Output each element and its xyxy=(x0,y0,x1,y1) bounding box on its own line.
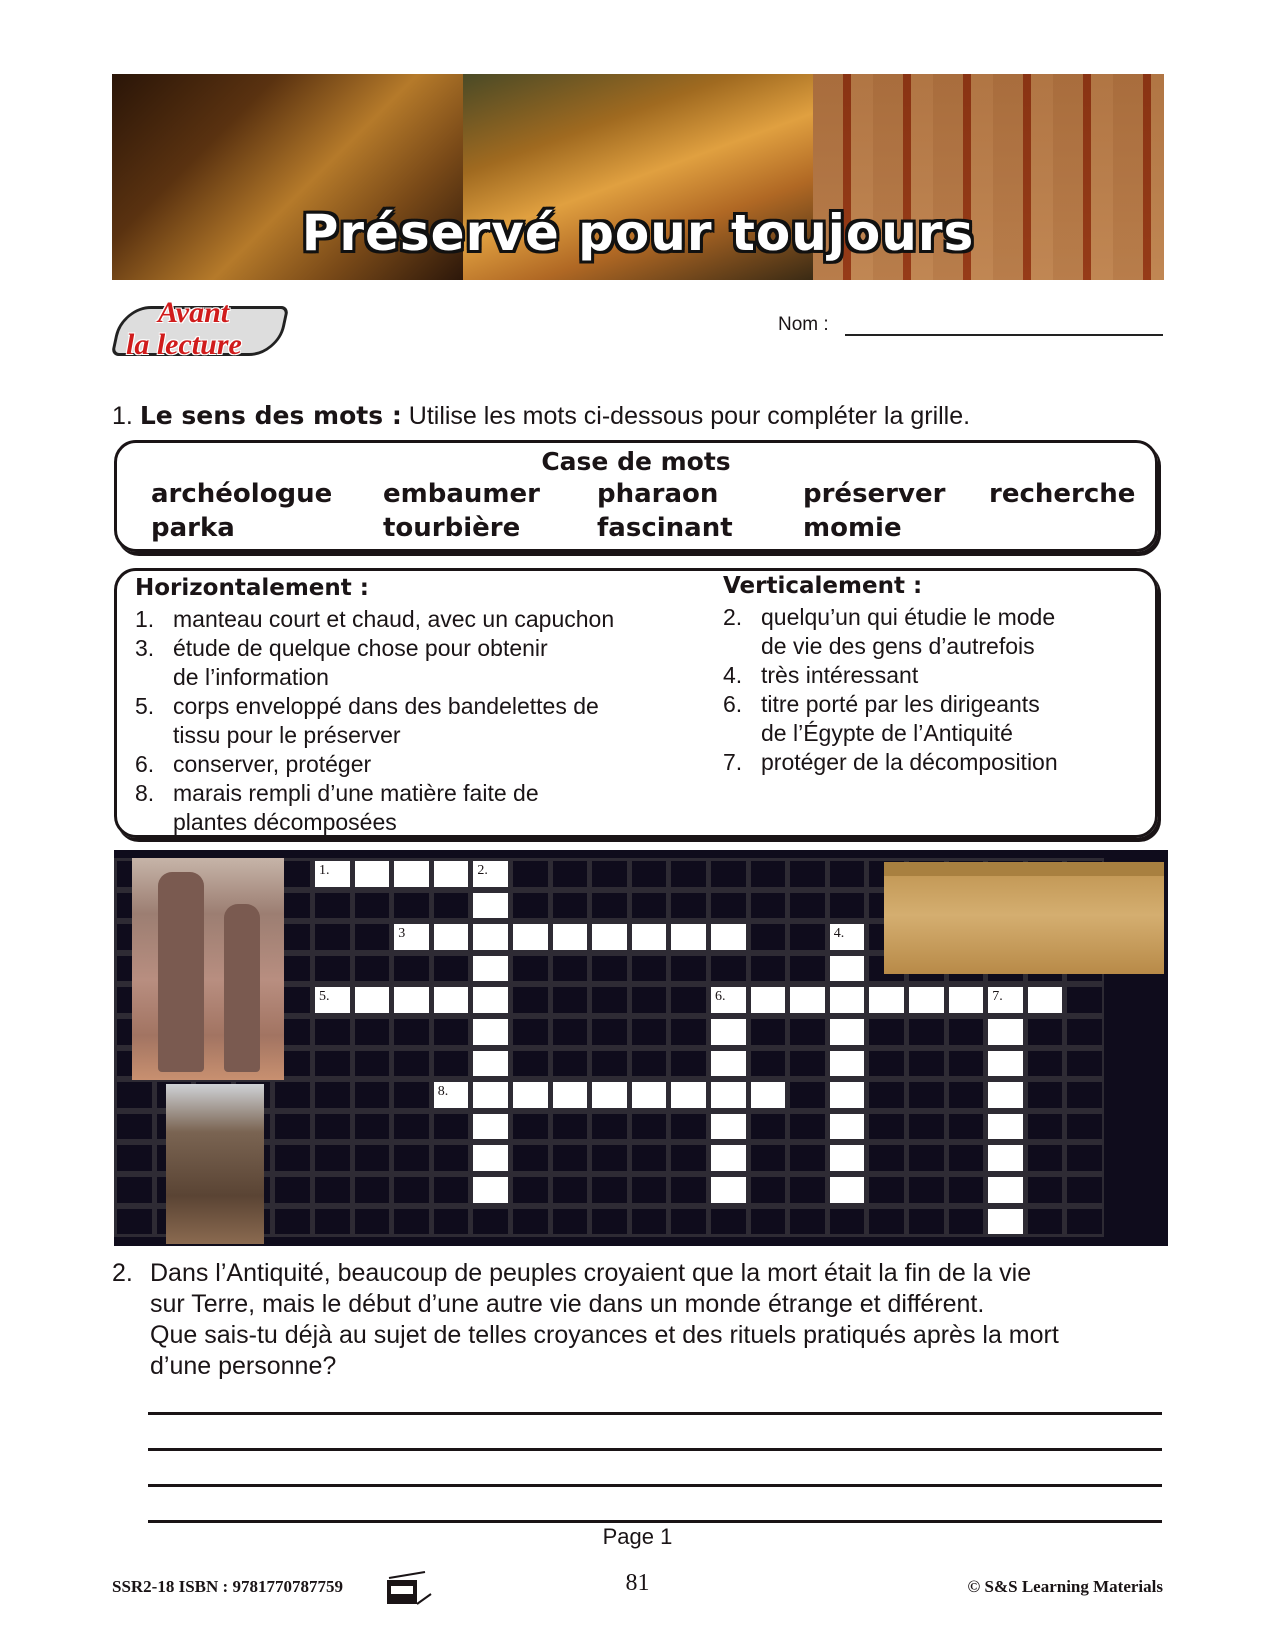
crossword-cell[interactable] xyxy=(708,984,748,1016)
crossword-cell[interactable] xyxy=(470,1142,510,1174)
crossword-block xyxy=(1025,1016,1065,1048)
answer-line[interactable] xyxy=(148,1520,1162,1523)
crossword-block xyxy=(312,921,352,953)
crossword-block xyxy=(787,1174,827,1206)
crossword-block xyxy=(866,1206,906,1238)
crossword-block xyxy=(589,1206,629,1238)
crossword-block xyxy=(352,921,392,953)
clue-number: 2. xyxy=(477,863,488,878)
crossword-block xyxy=(629,1111,669,1143)
crossword-block xyxy=(629,858,669,890)
crossword-block xyxy=(1025,1174,1065,1206)
crossword-block xyxy=(787,1111,827,1143)
crossword-cell[interactable] xyxy=(391,921,431,953)
question-2-line: Que sais-tu déjà au sujet de telles croyances et des rituels pratiqués après la mort xyxy=(150,1321,1059,1349)
crossword-cell[interactable] xyxy=(470,890,510,922)
clue-across-5: 5. corps enveloppé dans des bandelettes de tissu pour le préserver xyxy=(135,693,599,748)
crossword-cell[interactable] xyxy=(827,1174,867,1206)
crossword-block xyxy=(708,953,748,985)
page-title: Préservé pour toujours xyxy=(301,204,975,262)
crossword-block xyxy=(787,890,827,922)
crossword-block xyxy=(946,1079,986,1111)
crossword-block xyxy=(748,1111,788,1143)
crossword-block xyxy=(391,1048,431,1080)
clue-number: 7. xyxy=(992,989,1003,1005)
crossword-block xyxy=(1025,1048,1065,1080)
clue-number: 4. xyxy=(833,926,845,942)
header-banner xyxy=(112,74,1164,280)
crossword-block xyxy=(787,1079,827,1111)
crossword-cell[interactable] xyxy=(708,1079,748,1111)
crossword-block xyxy=(391,1111,431,1143)
question-2-line: 2. Dans l’Antiquité, beaucoup de peuples croyaient que la mort était la fin de la vie xyxy=(112,1259,1032,1287)
clue-down-2: 2. quelqu’un qui étudie le mode de vie des gens d’autrefois xyxy=(723,604,1056,659)
crossword-cell[interactable] xyxy=(827,1048,867,1080)
crossword-block xyxy=(787,953,827,985)
crossword-block xyxy=(827,1206,867,1238)
crossword-block xyxy=(550,1174,590,1206)
crossword-block xyxy=(589,1174,629,1206)
down-heading: Verticalement : xyxy=(723,573,923,599)
crossword-block xyxy=(1064,1111,1104,1143)
crossword-cell[interactable] xyxy=(470,1111,510,1143)
crossword-cell[interactable] xyxy=(352,984,392,1016)
word-bank-item: tourbière xyxy=(383,513,521,543)
crossword-cell[interactable] xyxy=(708,1048,748,1080)
across-heading: Horizontalement : xyxy=(135,575,369,601)
crossword-cell[interactable] xyxy=(352,858,392,890)
crossword-cell[interactable] xyxy=(708,1174,748,1206)
crossword-cell[interactable] xyxy=(827,1111,867,1143)
crossword-block xyxy=(748,1206,788,1238)
crossword-block xyxy=(906,1111,946,1143)
crossword-block xyxy=(510,1142,550,1174)
crossword-block xyxy=(510,1016,550,1048)
crossword-block xyxy=(589,953,629,985)
crossword-block xyxy=(431,1206,471,1238)
crossword-block xyxy=(629,1206,669,1238)
crossword-cell[interactable] xyxy=(629,921,669,953)
crossword-cell[interactable] xyxy=(510,921,550,953)
clue-across-8: 8. marais rempli d’une matière faite de plantes décomposées xyxy=(135,780,539,835)
crossword-cell[interactable] xyxy=(668,1079,708,1111)
crossword-block xyxy=(827,890,867,922)
crossword-block xyxy=(748,890,788,922)
clue-across-1: 1. manteau court et chaud, avec un capuchon xyxy=(135,606,615,632)
crossword-block xyxy=(352,953,392,985)
crossword-cell[interactable] xyxy=(827,953,867,985)
statue-figure xyxy=(224,904,260,1072)
crossword-block xyxy=(431,1016,471,1048)
crossword-block xyxy=(352,1016,392,1048)
crossword-block xyxy=(352,1206,392,1238)
crossword-cell[interactable] xyxy=(668,921,708,953)
crossword-block xyxy=(510,858,550,890)
crossword-block xyxy=(589,890,629,922)
crossword-cell[interactable] xyxy=(708,921,748,953)
crossword-block xyxy=(866,1016,906,1048)
clue-number: 5. xyxy=(319,989,330,1005)
crossword-cell[interactable] xyxy=(589,1079,629,1111)
crossword-block xyxy=(668,890,708,922)
crossword-block xyxy=(550,1142,590,1174)
badge-line-2: la lecture xyxy=(126,328,242,361)
crossword-block xyxy=(748,953,788,985)
clue-across-3: 3. étude de quelque chose pour obtenir de l’information xyxy=(135,635,548,690)
crossword-block xyxy=(1064,1142,1104,1174)
question-2-line: sur Terre, mais le début d’une autre vie dans un monde étrange et différent. xyxy=(150,1290,985,1318)
clue-number: 6. xyxy=(715,989,726,1005)
crossword-block xyxy=(748,1142,788,1174)
crossword-block xyxy=(550,1048,590,1080)
crossword-block xyxy=(866,1048,906,1080)
crossword-block xyxy=(906,1048,946,1080)
crossword-block xyxy=(352,890,392,922)
crossword-block xyxy=(1064,1048,1104,1080)
crossword-block xyxy=(787,1016,827,1048)
crossword-block xyxy=(589,1142,629,1174)
crossword-block xyxy=(589,1048,629,1080)
crossword-block xyxy=(352,1111,392,1143)
pharaoh-statue-photo xyxy=(166,1084,264,1244)
crossword-block xyxy=(748,921,788,953)
crossword-block xyxy=(352,1048,392,1080)
crossword-block xyxy=(748,858,788,890)
crossword-cell[interactable] xyxy=(708,1111,748,1143)
crossword-block xyxy=(668,1048,708,1080)
crossword-block xyxy=(1025,1206,1065,1238)
crossword-block xyxy=(748,1048,788,1080)
crossword-block xyxy=(312,1016,352,1048)
crossword-block xyxy=(629,890,669,922)
crossword-cell[interactable] xyxy=(470,921,510,953)
crossword-cell[interactable] xyxy=(470,1048,510,1080)
crossword-block xyxy=(550,858,590,890)
crossword-block xyxy=(431,953,471,985)
crossword-block xyxy=(1064,1079,1104,1111)
crossword-block xyxy=(510,1048,550,1080)
crossword-block xyxy=(906,1079,946,1111)
crossword-cell[interactable] xyxy=(748,1079,788,1111)
question-1-number: 1. xyxy=(112,402,133,430)
crossword-block xyxy=(312,1111,352,1143)
crossword-block xyxy=(1025,1111,1065,1143)
crossword-cell[interactable] xyxy=(827,921,867,953)
word-bank-item: pharaon xyxy=(597,479,719,509)
crossword-block xyxy=(946,1048,986,1080)
crossword-block xyxy=(1064,1016,1104,1048)
crossword-cell[interactable] xyxy=(1025,984,1065,1016)
crossword-block xyxy=(1025,1142,1065,1174)
crossword-block xyxy=(946,1142,986,1174)
crossword-block xyxy=(629,1174,669,1206)
crossword-block xyxy=(312,1174,352,1206)
crossword-block xyxy=(391,1016,431,1048)
crossword-block xyxy=(708,858,748,890)
crossword-block xyxy=(589,1111,629,1143)
crossword-block xyxy=(827,858,867,890)
crossword-block xyxy=(391,890,431,922)
crossword-block xyxy=(114,1079,154,1111)
crossword-cell[interactable] xyxy=(470,1079,510,1111)
crossword-cell[interactable] xyxy=(748,984,788,1016)
crossword-block xyxy=(470,1206,510,1238)
crossword-cell[interactable] xyxy=(431,984,471,1016)
crossword-block xyxy=(431,1048,471,1080)
crossword-cell[interactable] xyxy=(312,984,352,1016)
crossword-block xyxy=(431,1142,471,1174)
word-bank-item: parka xyxy=(151,513,235,543)
crossword-block xyxy=(668,984,708,1016)
clue-down-6: 6. titre porté par les dirigeants de l’Égypte de l’Antiquité xyxy=(723,691,1040,746)
crossword-block xyxy=(787,921,827,953)
crossword-block xyxy=(906,1174,946,1206)
crossword-block xyxy=(906,1016,946,1048)
crossword-cell[interactable] xyxy=(470,1174,510,1206)
clue-across-6: 6. conserver, protéger xyxy=(135,751,372,777)
crossword-cell[interactable] xyxy=(470,953,510,985)
crossword-cell[interactable] xyxy=(827,1142,867,1174)
crossword-cell[interactable] xyxy=(391,858,431,890)
crossword-block xyxy=(312,1048,352,1080)
crossword-cell[interactable] xyxy=(985,1174,1025,1206)
crossword-block xyxy=(114,1174,154,1206)
crossword-block xyxy=(787,1206,827,1238)
crossword-block xyxy=(668,1142,708,1174)
crossword-block xyxy=(550,1111,590,1143)
crossword-block xyxy=(272,1142,312,1174)
crossword-cell[interactable] xyxy=(431,1079,471,1111)
crossword-block xyxy=(391,1206,431,1238)
crossword-block xyxy=(114,1206,154,1238)
crossword-cell[interactable] xyxy=(470,1016,510,1048)
crossword-block xyxy=(629,1142,669,1174)
crossword-block xyxy=(1064,1174,1104,1206)
crossword-cell[interactable] xyxy=(985,1016,1025,1048)
crossword-block xyxy=(272,1206,312,1238)
crossword-block xyxy=(431,890,471,922)
crossword-block xyxy=(946,1174,986,1206)
crossword-block xyxy=(748,1016,788,1048)
name-input-line[interactable] xyxy=(845,334,1163,336)
clue-number: 8. xyxy=(437,1084,449,1100)
crossword-block xyxy=(550,1206,590,1238)
crossword-block xyxy=(629,1016,669,1048)
crossword-block xyxy=(550,953,590,985)
crossword-block xyxy=(391,1174,431,1206)
crossword-block xyxy=(550,890,590,922)
page-number: 81 xyxy=(625,1570,650,1596)
crossword-block xyxy=(272,1174,312,1206)
question-2 xyxy=(112,1258,1172,1382)
clue-number: 1. xyxy=(319,863,330,878)
word-bank-item: momie xyxy=(803,513,902,543)
word-bank-box xyxy=(114,440,1158,552)
crossword-block xyxy=(312,1079,352,1111)
crossword-block xyxy=(352,1174,392,1206)
egyptian-statues-photo xyxy=(132,858,284,1080)
crossword-block xyxy=(391,953,431,985)
copyright: © S&S Learning Materials xyxy=(967,1577,1163,1596)
crossword-block xyxy=(550,984,590,1016)
crossword-block xyxy=(510,1206,550,1238)
crossword-block xyxy=(510,1174,550,1206)
crossword-block xyxy=(352,1142,392,1174)
crossword-cell[interactable] xyxy=(827,1016,867,1048)
crossword-cell[interactable] xyxy=(510,1079,550,1111)
crossword-cell[interactable] xyxy=(550,1079,590,1111)
crossword-cell[interactable] xyxy=(906,984,946,1016)
answer-line[interactable] xyxy=(148,1484,1162,1487)
crossword-block xyxy=(589,984,629,1016)
clue-down-7: 7. protéger de la décomposition xyxy=(723,749,1058,775)
crossword-block xyxy=(352,1079,392,1111)
crossword-block xyxy=(114,1111,154,1143)
crossword-cell[interactable] xyxy=(550,921,590,953)
crossword-block xyxy=(946,1206,986,1238)
answer-line[interactable] xyxy=(148,1412,1162,1415)
crossword-cell[interactable] xyxy=(985,984,1025,1016)
crossword-cell[interactable] xyxy=(985,1111,1025,1143)
crossword-block xyxy=(668,858,708,890)
clues-box xyxy=(114,568,1158,838)
word-bank-item: embaumer xyxy=(383,479,540,509)
crossword-cell[interactable] xyxy=(431,858,471,890)
crossword-block xyxy=(906,1206,946,1238)
crossword-block xyxy=(708,890,748,922)
crossword-block xyxy=(312,1206,352,1238)
crossword-block xyxy=(946,1111,986,1143)
crossword-block xyxy=(866,1079,906,1111)
crossword-cell[interactable] xyxy=(866,984,906,1016)
clue-down-4: 4. très intéressant xyxy=(723,662,919,688)
crossword-block xyxy=(510,984,550,1016)
crossword-block xyxy=(866,1174,906,1206)
crossword-block xyxy=(906,1142,946,1174)
crossword-block xyxy=(431,1174,471,1206)
crossword-cell[interactable] xyxy=(985,1206,1025,1238)
crossword-block xyxy=(787,1048,827,1080)
crossword-cell[interactable] xyxy=(985,1142,1025,1174)
crossword-block xyxy=(787,1142,827,1174)
crossword-cell[interactable] xyxy=(312,858,352,890)
word-bank-title: Case de mots xyxy=(541,447,731,476)
name-label: Nom : xyxy=(778,314,829,335)
word-bank-item: recherche xyxy=(989,479,1136,509)
word-bank-item: préserver xyxy=(803,479,946,509)
answer-line[interactable] xyxy=(148,1448,1162,1451)
crossword-cell[interactable] xyxy=(787,984,827,1016)
crossword-block xyxy=(866,1142,906,1174)
page-label: Page 1 xyxy=(602,1524,673,1549)
crossword-cell[interactable] xyxy=(985,1048,1025,1080)
crossword-cell[interactable] xyxy=(391,984,431,1016)
crossword-block xyxy=(1025,1079,1065,1111)
crossword-block xyxy=(391,1142,431,1174)
clue-number: 3 xyxy=(398,926,406,942)
crossword-block xyxy=(272,1111,312,1143)
crossword-block xyxy=(866,1111,906,1143)
crossword-cell[interactable] xyxy=(629,1079,669,1111)
question-2-line: d’une personne? xyxy=(150,1352,337,1380)
crossword-cell[interactable] xyxy=(470,858,510,890)
word-bank-item: archéologue xyxy=(151,479,333,509)
question-1-heading: Le sens des mots : xyxy=(139,401,402,430)
crossword-block xyxy=(510,953,550,985)
crossword-cell[interactable] xyxy=(708,1142,748,1174)
crossword-block xyxy=(510,1111,550,1143)
crossword-cell[interactable] xyxy=(589,921,629,953)
statue-figure xyxy=(158,872,204,1072)
crossword-block xyxy=(748,1174,788,1206)
crossword-block xyxy=(114,1142,154,1174)
crossword-block xyxy=(629,953,669,985)
crossword-block xyxy=(589,1016,629,1048)
crossword-cell[interactable] xyxy=(827,984,867,1016)
crossword-block xyxy=(1064,1206,1104,1238)
crossword-block xyxy=(272,1079,312,1111)
crossword-cell[interactable] xyxy=(470,984,510,1016)
crossword-block xyxy=(550,1016,590,1048)
crossword-block xyxy=(629,984,669,1016)
crossword-block xyxy=(668,953,708,985)
crossword-block xyxy=(431,1111,471,1143)
crossword-block xyxy=(1064,984,1104,1016)
crossword-block xyxy=(668,1111,708,1143)
crossword-block xyxy=(946,1016,986,1048)
badge-line-1: Avant xyxy=(158,296,230,329)
question-1 xyxy=(112,400,970,432)
crossword-cell[interactable] xyxy=(431,921,471,953)
before-reading-badge xyxy=(112,296,292,368)
crossword-block xyxy=(787,858,827,890)
word-bank-item: fascinant xyxy=(597,513,733,543)
crossword-block xyxy=(510,890,550,922)
crossword-grid xyxy=(114,850,1168,1246)
crossword-block xyxy=(312,890,352,922)
crossword-block xyxy=(708,1206,748,1238)
crossword-cell[interactable] xyxy=(827,1079,867,1111)
crossword-block xyxy=(668,1174,708,1206)
crossword-block xyxy=(589,858,629,890)
papyrus-scroll-photo xyxy=(884,862,1164,974)
crossword-block xyxy=(312,953,352,985)
crossword-block xyxy=(312,1142,352,1174)
question-1-instruction: Utilise les mots ci-dessous pour compléter la grille. xyxy=(408,402,971,430)
crossword-cell[interactable] xyxy=(946,984,986,1016)
crossword-cell[interactable] xyxy=(708,1016,748,1048)
crossword-block xyxy=(391,1079,431,1111)
crossword-block xyxy=(668,1206,708,1238)
isbn-code: SSR2-18 ISBN : 9781770787759 xyxy=(112,1577,343,1596)
crossword-block xyxy=(629,1048,669,1080)
crossword-block xyxy=(668,1016,708,1048)
crossword-cell[interactable] xyxy=(985,1079,1025,1111)
